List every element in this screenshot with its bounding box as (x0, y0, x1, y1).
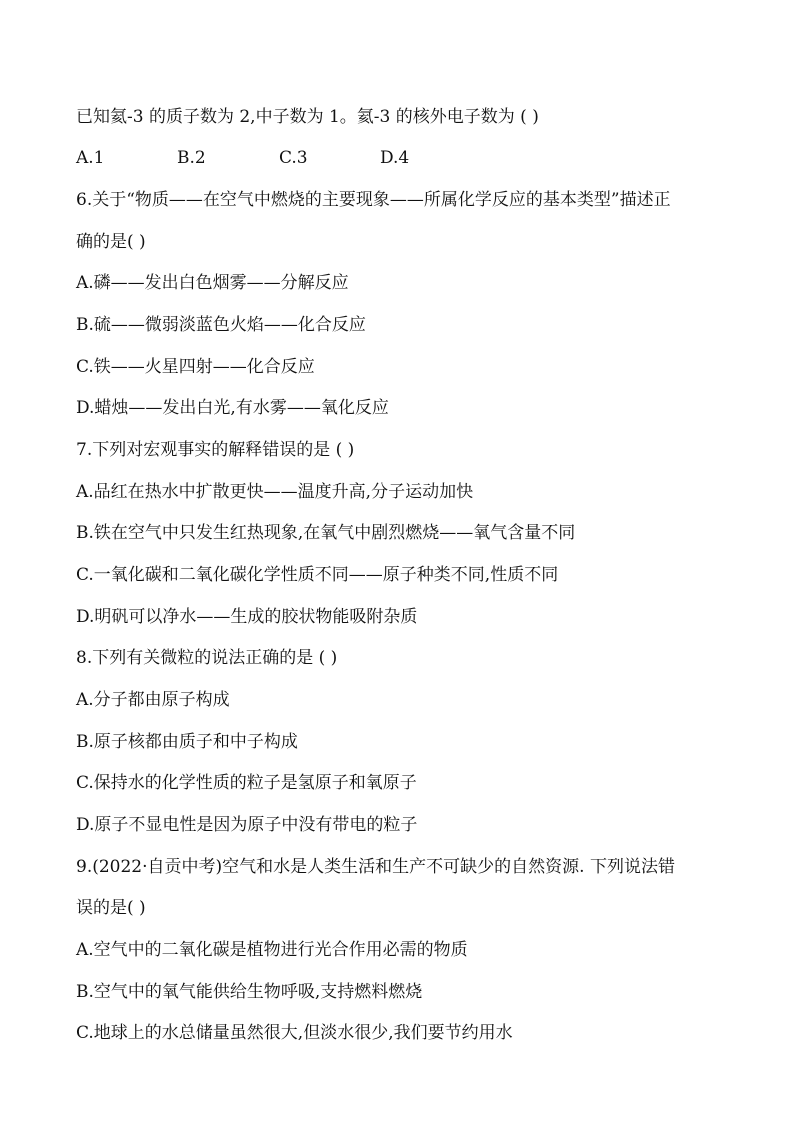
question-8-option-c: C.保持水的化学性质的粒子是氢原子和氧原子 (76, 773, 417, 793)
question-8-option-b: B.原子核都由质子和中子构成 (76, 732, 298, 752)
question-6-option-a: A.磷——发出白色烟雾——分解反应 (76, 273, 349, 293)
question-9-stem-line-1: 9.(2022·自贡中考)空气和水是人类生活和生产不可缺少的自然资源. 下列说法错 (76, 857, 675, 877)
question-7-stem: 7.下列对宏观事实的解释错误的是 ( ) (76, 440, 355, 460)
question-6-option-c: C.铁——火星四射——化合反应 (76, 357, 315, 377)
question-6-option-b: B.硫——微弱淡蓝色火焰——化合反应 (76, 315, 366, 335)
question-9-stem-line-2: 误的是( ) (76, 898, 146, 918)
question-9-option-a: A.空气中的二氧化碳是植物进行光合作用必需的物质 (76, 940, 468, 960)
question-5-option-d: D.4 (380, 148, 410, 168)
question-7-option-b: B.铁在空气中只发生红热现象,在氧气中剧烈燃烧——氧气含量不同 (76, 523, 576, 543)
question-6-stem-line-1: 6.关于“物质——在空气中燃烧的主要现象——所属化学反应的基本类型”描述正 (76, 190, 671, 210)
question-8-stem: 8.下列有关微粒的说法正确的是 ( ) (76, 648, 338, 668)
question-7-option-c: C.一氧化碳和二氧化碳化学性质不同——原子种类不同,性质不同 (76, 565, 559, 585)
question-5-option-c: C.3 (279, 148, 308, 168)
question-9-option-b: B.空气中的氧气能供给生物呼吸,支持燃料燃烧 (76, 982, 423, 1002)
question-5-option-b: B.2 (177, 148, 206, 168)
question-5-options (76, 146, 496, 170)
question-5-option-a: A.1 (76, 148, 105, 168)
question-7-option-d: D.明矾可以净水——生成的胶状物能吸附杂质 (76, 607, 418, 627)
question-6-option-d: D.蜡烛——发出白光,有水雾——氧化反应 (76, 398, 389, 418)
question-9-option-c: C.地球上的水总储量虽然很大,但淡水很少,我们要节约用水 (76, 1023, 513, 1043)
question-6-stem-line-2: 确的是( ) (76, 232, 146, 252)
question-8-option-a: A.分子都由原子构成 (76, 690, 230, 710)
question-5-stem: 已知氦-3 的质子数为 2,中子数为 1。氦-3 的核外电子数为 ( ) (76, 107, 539, 127)
question-7-option-a: A.品红在热水中扩散更快——温度升高,分子运动加快 (76, 482, 474, 502)
question-8-option-d: D.原子不显电性是因为原子中没有带电的粒子 (76, 815, 418, 835)
